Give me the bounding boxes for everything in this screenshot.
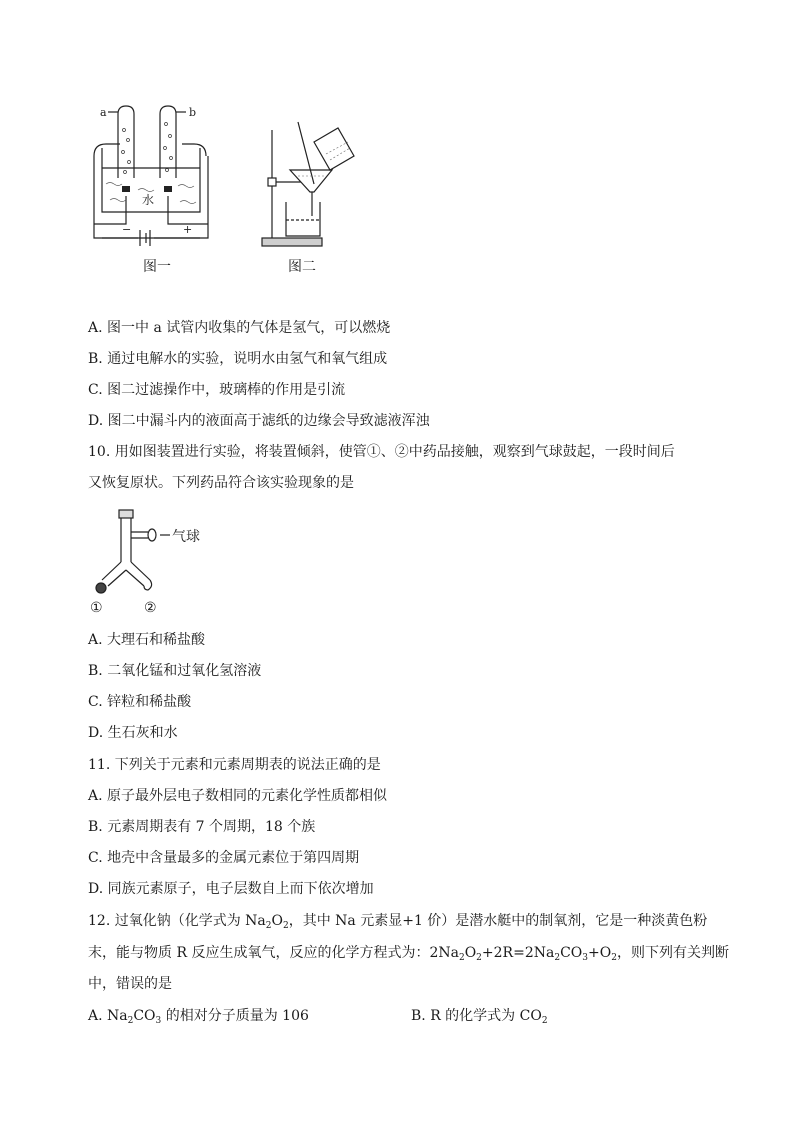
label-negative: −: [122, 223, 132, 236]
electrolysis-diagram: [88, 100, 218, 280]
q11-stem: 11. 下列关于元素和元素周期表的说法正确的是: [88, 757, 381, 773]
q12-stem-line-2: 末，能与物质 R 反应生成氧气，反应的化学方程式为：$2Na_2O_2+2R=2Na_2CO_3+O_2$，则下列有关判断: [88, 945, 729, 963]
caption-figure-2: 图二: [288, 259, 316, 275]
q9-option-a: A. 图一中 a 试管内收集的气体是氢气，可以燃烧: [88, 320, 391, 336]
q9-option-d: D. 图二中漏斗内的液面高于滤纸的边缘会导致滤液浑浊: [88, 413, 430, 429]
label-water: 水: [142, 193, 155, 207]
q11-option-c: C. 地壳中含量最多的金属元素位于第四周期: [88, 850, 360, 866]
q11-option-b: B. 元素周期表有 7 个周期，18 个族: [88, 819, 316, 835]
q10-option-c: C. 锌粒和稀盐酸: [88, 694, 192, 710]
q11-option-d: D. 同族元素原子，电子层数自上而下依次增加: [88, 881, 374, 897]
caption-figure-1: 图一: [143, 259, 171, 275]
q10-option-a: A. 大理石和稀盐酸: [88, 632, 206, 648]
q10-option-b: B. 二氧化锰和过氧化氢溶液: [88, 663, 262, 679]
figure-filtration: [258, 120, 358, 255]
q12-option-a: A. $Na_2CO_3$ 的相对分子质量为 106: [88, 1008, 309, 1026]
q10-stem-line-1: 10. 用如图装置进行实验，将装置倾斜，使管①、②中药品接触，观察到气球鼓起，一段时间后: [88, 444, 675, 460]
label-balloon: 气球: [172, 529, 200, 545]
figure-electrolysis: [88, 100, 218, 280]
label-tube-1: ①: [90, 600, 103, 616]
figure-y-tube: [88, 506, 218, 616]
q12-option-b: B. R 的化学式为 $CO_2$: [411, 1008, 548, 1026]
q12-stem-line-3: 中，错误的是: [88, 976, 172, 992]
filtration-diagram: [258, 120, 358, 255]
q11-option-a: A. 原子最外层电子数相同的元素化学性质都相似: [88, 788, 388, 804]
label-tube-2: ②: [144, 600, 157, 616]
q10-stem-line-2: 又恢复原状。下列药品符合该实验现象的是: [88, 475, 354, 491]
q9-option-b: B. 通过电解水的实验，说明水由氢气和氧气组成: [88, 351, 388, 367]
label-a: a: [100, 106, 107, 119]
q10-option-d: D. 生石灰和水: [88, 725, 178, 741]
y-tube-diagram: [88, 506, 218, 616]
q9-option-c: C. 图二过滤操作中，玻璃棒的作用是引流: [88, 382, 346, 398]
label-positive: +: [183, 223, 193, 236]
label-b: b: [189, 106, 197, 119]
q12-stem-line-1: 12. 过氧化钠（化学式为 $Na_2O_2$，其中 Na 元素显+1 价）是潜水艇中的制氧剂，它是一种淡黄色粉: [88, 913, 708, 931]
